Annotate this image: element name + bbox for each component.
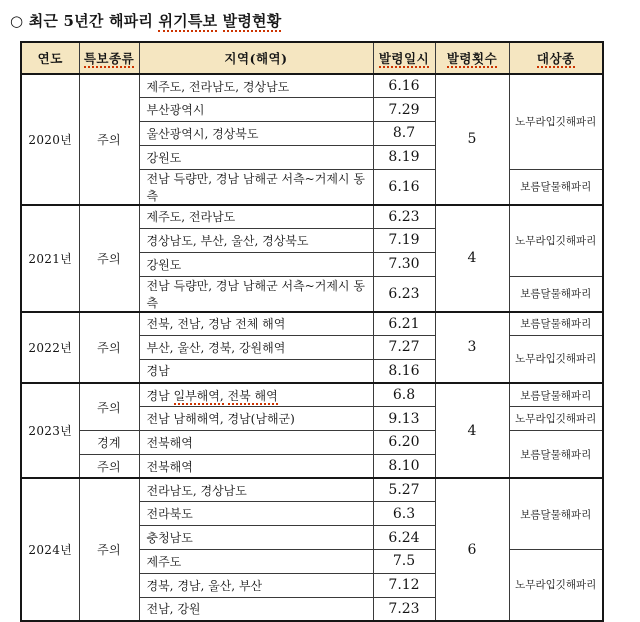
date-cell: 6.16 [373, 169, 435, 205]
count-cell: 4 [435, 383, 509, 478]
species-cell: 노무라입깃해파리 [509, 335, 603, 383]
header-year: 연도 [21, 42, 79, 74]
region-cell: 전남, 강원 [139, 597, 373, 621]
region-cell: 경남 [139, 359, 373, 383]
region-cell: 전남 남해해역, 경남(남해군) [139, 407, 373, 431]
date-cell: 6.23 [373, 276, 435, 312]
species-cell: 노무라입깃해파리 [509, 550, 603, 621]
species-cell: 보름달물해파리 [509, 431, 603, 479]
header-target-species: 대상종 [509, 42, 603, 74]
species-cell: 노무라입깃해파리 [509, 74, 603, 169]
region-cell: 전라북도 [139, 502, 373, 526]
date-cell: 7.5 [373, 550, 435, 574]
date-cell: 7.29 [373, 98, 435, 122]
table-header [21, 42, 603, 74]
count-cell: 6 [435, 478, 509, 621]
region-cell: 제주도 [139, 550, 373, 574]
date-cell: 6.3 [373, 502, 435, 526]
date-cell: 7.27 [373, 335, 435, 359]
count-cell: 3 [435, 312, 509, 383]
region-cell: 울산광역시, 경상북도 [139, 122, 373, 146]
species-cell: 보름달물해파리 [509, 169, 603, 205]
table-row [21, 205, 603, 229]
table-row [21, 312, 603, 336]
date-cell: 6.23 [373, 205, 435, 229]
date-cell: 6.8 [373, 383, 435, 407]
species-cell: 노무라입깃해파리 [509, 205, 603, 276]
header-issue-count: 발령횟수 [435, 42, 509, 74]
region-cell: 경남 일부해역, 전북 해역 [139, 383, 373, 407]
date-cell: 6.20 [373, 431, 435, 455]
region-cell: 부산광역시 [139, 98, 373, 122]
title-text-underlined: 발령현황 [222, 12, 282, 30]
header-issue-date: 발령일시 [373, 42, 435, 74]
count-cell: 5 [435, 74, 509, 205]
region-cell: 전북해역 [139, 454, 373, 478]
region-cell: 강원도 [139, 252, 373, 276]
region-cell: 전남 득량만, 경남 남해군 서측~거제시 동측 [139, 276, 373, 312]
table-body [21, 74, 603, 621]
warning-type-cell: 주의 [79, 478, 139, 621]
species-cell: 보름달물해파리 [509, 383, 603, 407]
region-cell: 전남 득량만, 경남 남해군 서측~거제시 동측 [139, 169, 373, 205]
date-cell: 7.19 [373, 228, 435, 252]
table-row [21, 478, 603, 502]
region-cell: 전라남도, 경상남도 [139, 478, 373, 502]
title-text-underlined: 위기특보 [158, 12, 218, 30]
title-text: ○ 최근 5년간 해파리 [10, 12, 159, 30]
date-cell: 8.16 [373, 359, 435, 383]
year-cell: 2024년 [21, 478, 79, 621]
date-cell: 6.21 [373, 312, 435, 336]
date-cell: 7.30 [373, 252, 435, 276]
year-cell: 2023년 [21, 383, 79, 478]
warning-type-cell: 주의 [79, 205, 139, 312]
region-cell: 전북해역 [139, 431, 373, 455]
date-cell: 5.27 [373, 478, 435, 502]
header-region: 지역(해역) [139, 42, 373, 74]
year-cell: 2021년 [21, 205, 79, 312]
warning-type-cell: 주의 [79, 312, 139, 383]
region-cell: 충청남도 [139, 526, 373, 550]
region-cell: 부산, 울산, 경북, 강원해역 [139, 335, 373, 359]
header-row [21, 42, 603, 74]
table-row [21, 431, 603, 455]
date-cell: 7.23 [373, 597, 435, 621]
table-row [21, 74, 603, 98]
page-title [10, 10, 640, 31]
region-cell: 강원도 [139, 145, 373, 169]
species-cell: 보름달물해파리 [509, 312, 603, 336]
region-cell: 전북, 전남, 경남 전체 해역 [139, 312, 373, 336]
jellyfish-warning-table [20, 41, 604, 622]
warning-type-cell: 주의 [79, 383, 139, 431]
year-cell: 2022년 [21, 312, 79, 383]
warning-type-cell: 경계 [79, 431, 139, 455]
species-cell: 노무라입깃해파리 [509, 407, 603, 431]
region-cell: 제주도, 전라남도 [139, 205, 373, 229]
date-cell: 6.24 [373, 526, 435, 550]
date-cell: 9.13 [373, 407, 435, 431]
region-cell: 경북, 경남, 울산, 부산 [139, 573, 373, 597]
species-cell: 보름달물해파리 [509, 276, 603, 312]
date-cell: 6.16 [373, 74, 435, 98]
warning-type-cell: 주의 [79, 454, 139, 478]
header-warning-type: 특보종류 [79, 42, 139, 74]
year-cell: 2020년 [21, 74, 79, 205]
species-cell: 보름달물해파리 [509, 478, 603, 549]
date-cell: 8.10 [373, 454, 435, 478]
date-cell: 8.19 [373, 145, 435, 169]
region-cell: 제주도, 전라남도, 경상남도 [139, 74, 373, 98]
date-cell: 7.12 [373, 573, 435, 597]
title-text [217, 12, 222, 30]
warning-type-cell: 주의 [79, 74, 139, 205]
date-cell: 8.7 [373, 122, 435, 146]
count-cell: 4 [435, 205, 509, 312]
region-cell: 경상남도, 부산, 울산, 경상북도 [139, 228, 373, 252]
table-row [21, 383, 603, 407]
